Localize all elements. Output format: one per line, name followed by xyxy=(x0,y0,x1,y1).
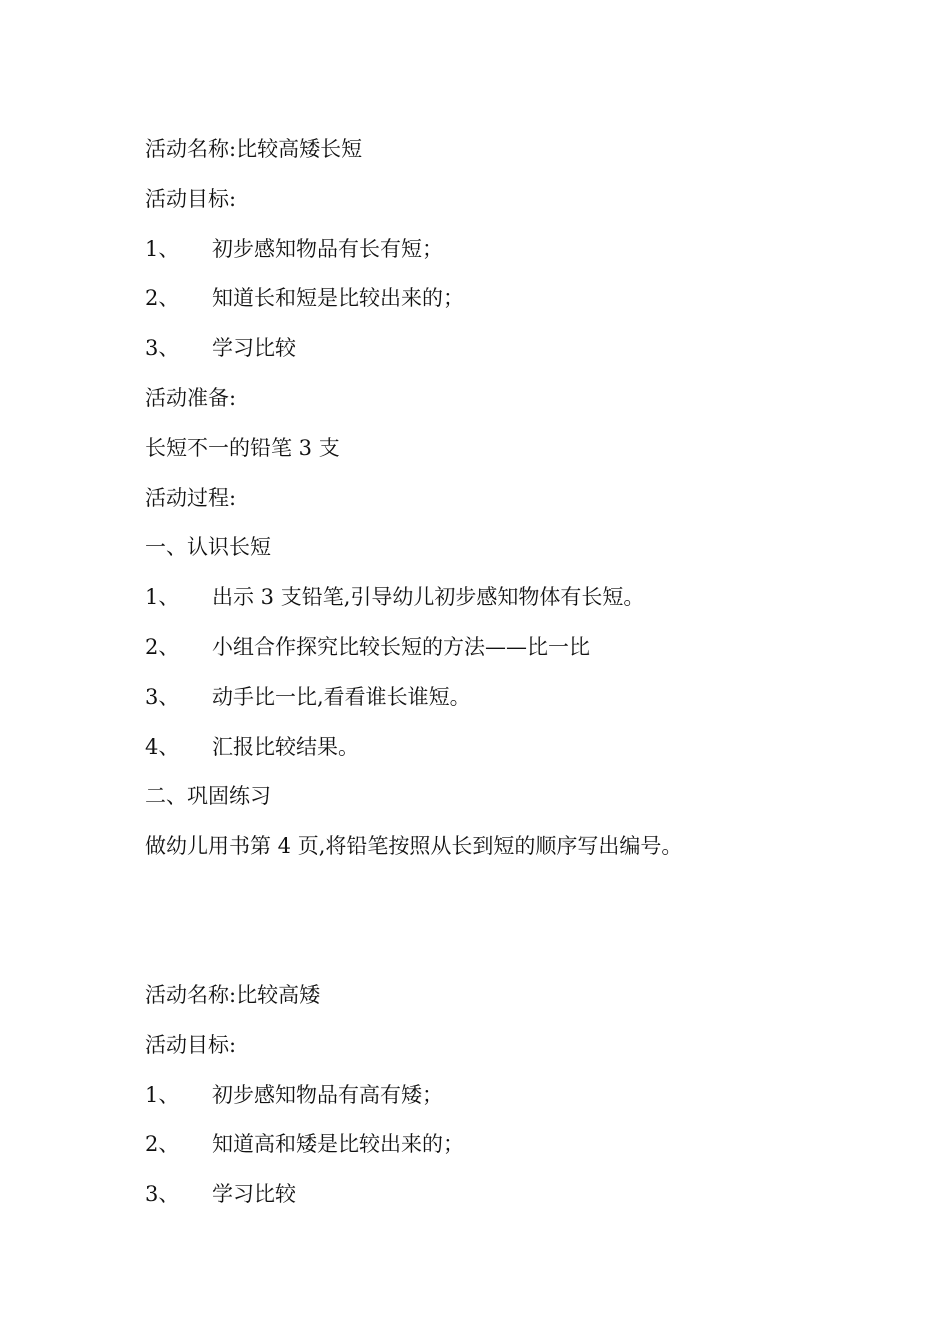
goal-item xyxy=(145,1176,845,1226)
step-item xyxy=(145,629,845,679)
goal-number: 2、 xyxy=(145,286,180,311)
activity-title: 活动名称:比较高矮长短 xyxy=(145,137,363,161)
goal-number: 1、 xyxy=(145,236,180,261)
step-text: 出示 3 支铅笔,引导幼儿初步感知物体有长短。 xyxy=(212,585,645,610)
step-text: 小组合作探究比较长短的方法——比一比 xyxy=(212,634,590,659)
goal-text: 初步感知物品有长有短； xyxy=(212,236,443,261)
goal-item xyxy=(145,231,845,281)
step-item xyxy=(145,679,845,729)
step-number: 1、 xyxy=(145,585,180,610)
activity-title: 活动名称:比较高矮 xyxy=(145,983,321,1007)
step-item xyxy=(145,579,845,629)
part-two-heading: 二、巩固练习 xyxy=(145,784,271,809)
goals-heading: 活动目标: xyxy=(145,186,237,211)
activity-section-height xyxy=(145,977,845,1226)
step-text: 动手比一比,看看谁长谁短。 xyxy=(212,684,471,709)
step-number: 3、 xyxy=(145,684,180,709)
prep-text: 长短不一的铅笔 3 支 xyxy=(145,435,340,460)
step-text: 汇报比较结果。 xyxy=(212,734,359,759)
goal-number: 3、 xyxy=(145,1182,180,1207)
goal-text: 初步感知物品有高有矮； xyxy=(212,1082,443,1107)
goal-number: 3、 xyxy=(145,336,180,361)
goal-number: 2、 xyxy=(145,1132,180,1157)
goal-text: 知道长和短是比较出来的； xyxy=(212,286,464,311)
prep-heading: 活动准备: xyxy=(145,385,237,410)
goal-number: 1、 xyxy=(145,1082,180,1107)
goal-item xyxy=(145,1126,845,1176)
goal-text: 知道高和矮是比较出来的； xyxy=(212,1132,464,1157)
step-number: 2、 xyxy=(145,634,180,659)
goal-item xyxy=(145,1077,845,1127)
part-two-text: 做幼儿用书第 4 页,将铅笔按照从长到短的顺序写出编号。 xyxy=(145,834,683,859)
goal-text: 学习比较 xyxy=(212,336,296,361)
goal-item xyxy=(145,280,845,330)
goal-item xyxy=(145,330,845,380)
activity-section-length xyxy=(145,131,845,878)
goal-text: 学习比较 xyxy=(212,1182,296,1207)
part-one-heading: 一、认识长短 xyxy=(145,535,271,560)
process-heading: 活动过程: xyxy=(145,485,237,510)
goals-heading: 活动目标: xyxy=(145,1032,237,1057)
step-item xyxy=(145,729,845,779)
step-number: 4、 xyxy=(145,734,180,759)
